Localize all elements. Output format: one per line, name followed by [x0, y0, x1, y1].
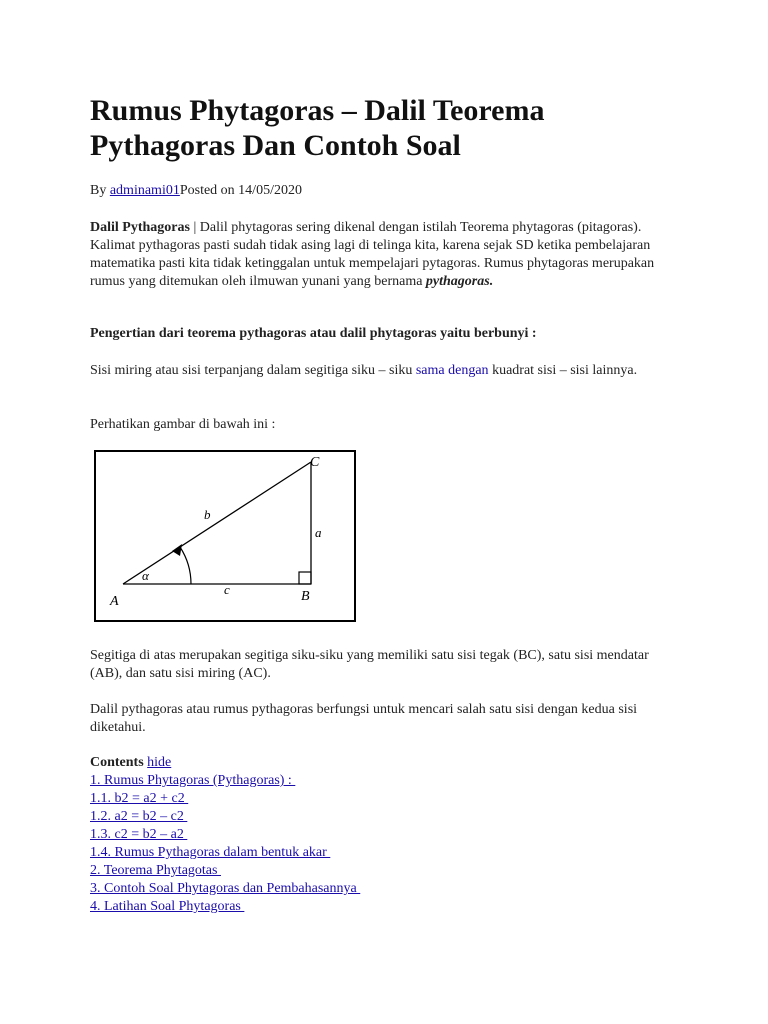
angle-alpha-label: α	[142, 568, 149, 583]
table-of-contents	[90, 754, 360, 916]
figure-intro: Perhatikan gambar di bawah ini :	[90, 417, 276, 432]
toc-item-1-4[interactable]: 1.4. Rumus Pythagoras dalam bentuk akar	[90, 845, 331, 860]
vertex-b-label: B	[301, 589, 310, 604]
intro-emphasis: pythagoras.	[425, 274, 494, 289]
triangle-figure	[94, 450, 356, 622]
toc-item-1-1[interactable]: 1.1. b2 = a2 + c2	[90, 791, 189, 806]
toc-hide-link[interactable]: hide	[147, 755, 172, 770]
toc-item-1-3[interactable]: 1.3. c2 = b2 – a2	[90, 827, 188, 842]
side-a-label: a	[315, 525, 322, 540]
toc-item-2[interactable]: 2. Teorema Phytagotas	[90, 863, 221, 878]
definition-before: Sisi miring atau sisi terpanjang dalam segitiga siku – siku	[90, 363, 416, 378]
toc-item-1-2[interactable]: 1.2. a2 = b2 – c2	[90, 809, 188, 824]
author-link[interactable]: adminami01	[109, 183, 180, 198]
page-title: Rumus Phytagoras – Dalil Teorema Pythagoras Dan Contoh Soal	[90, 94, 545, 162]
purpose-paragraph: Dalil pythagoras atau rumus pythagoras berfungsi untuk mencari salah satu sisi dengan kedua sisi diketahui.	[90, 702, 638, 735]
byline-prefix: By	[90, 183, 110, 198]
intro-lead: Dalil Pythagoras	[90, 220, 190, 235]
vertex-c-label: C	[310, 455, 320, 470]
figure-description: Segitiga di atas merupakan segitiga siku-siku yang memiliki satu sisi tegak (BC), satu sisi mendatar (AB), dan satu sisi miring (AC).	[90, 648, 649, 681]
triangle-diagram	[96, 452, 354, 620]
angle-arrowhead	[172, 544, 182, 556]
definition-link[interactable]: sama dengan	[415, 363, 489, 378]
side-c-label: c	[224, 582, 230, 597]
toc-item-1[interactable]: 1. Rumus Phytagoras (Pythagoras) :	[90, 773, 296, 788]
intro-paragraph	[90, 219, 655, 291]
right-angle-mark	[299, 572, 311, 584]
intro-body: | Dalil phytagoras sering dikenal dengan istilah Teorema phytagoras (pitagoras). Kalimat pythagoras pasti sudah tidak asing lagi di telinga kita, karena sejak SD ketika pembelajaran matematika pasti kita tidak ketinggalan untuk mempelajari pytagoras. Rumus phytagoras merupakan rumus yang ditemukan oleh ilmuwan yunani yang bernama	[90, 220, 655, 289]
angle-arc	[180, 547, 191, 584]
toc-item-4[interactable]: 4. Latihan Soal Phytagoras	[90, 899, 245, 914]
definition-paragraph	[90, 362, 655, 380]
toc-heading: Contents	[90, 755, 144, 770]
toc-header	[90, 754, 360, 772]
byline	[90, 182, 302, 200]
definition-heading: Pengertian dari teorema pythagoras atau dalil phytagoras yaitu berbunyi :	[90, 326, 537, 341]
side-ac-line	[123, 462, 311, 584]
side-b-label: b	[204, 507, 211, 522]
definition-after: kuadrat sisi – sisi lainnya.	[488, 363, 638, 378]
posted-date: Posted on 14/05/2020	[179, 183, 302, 198]
toc-item-3[interactable]: 3. Contoh Soal Phytagoras dan Pembahasannya	[90, 881, 361, 896]
vertex-a-label: A	[110, 594, 119, 609]
